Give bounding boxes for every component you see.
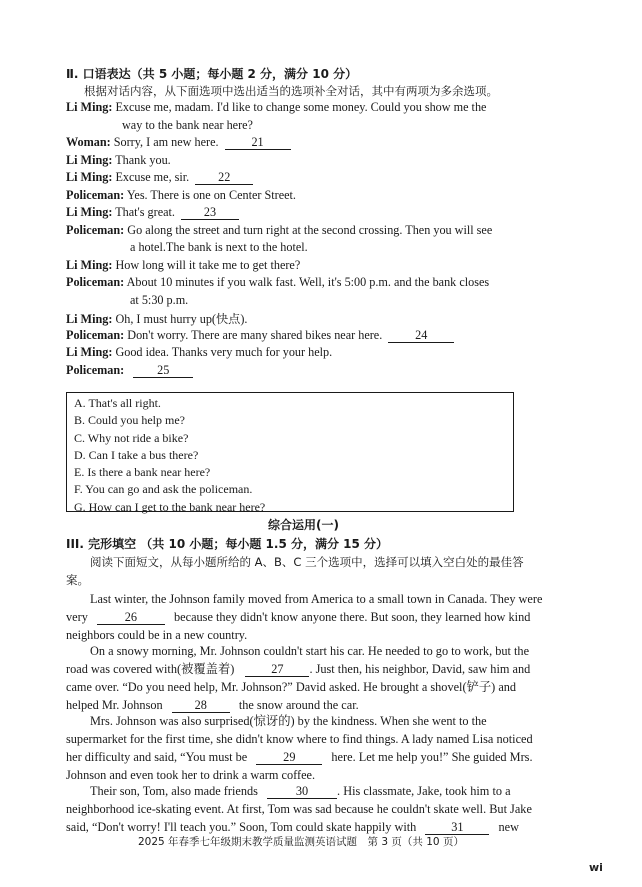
section-2-instruction: 根据对话内容，从下面选项中选出适当的选项补全对话，其中有两项为多余选项。: [84, 84, 498, 98]
speaker-label: Li Ming:: [66, 152, 113, 167]
dialogue-text: Don't worry. There are many shared bikes near here.: [127, 327, 383, 342]
blank-30: 30: [267, 785, 337, 799]
speaker-label: Policeman:: [66, 222, 125, 237]
dialogue-line: [66, 345, 332, 360]
dialogue-line: [66, 205, 239, 220]
passage-line: Last winter, the Johnson family moved from America to a small town in Canada. They were: [90, 592, 543, 606]
dialogue-text: Go along the street and turn right at the second crossing. Then you will see: [127, 222, 493, 237]
option-g: G. How can I get to the bank near here?: [74, 499, 266, 514]
passage-line: road was covered with(被覆盖着) 27 . Just then, his neighbor, David, saw him and: [66, 662, 531, 676]
passage-line: said, “Don't worry! I'll teach you.” Soon, Tom could skate happily with 31 new: [66, 820, 519, 834]
speaker-label: Policeman:: [66, 327, 125, 342]
speaker-label: Woman:: [66, 135, 111, 149]
speaker-label: Li Ming:: [66, 257, 113, 272]
margin-mark: wi: [589, 861, 603, 874]
passage-line: neighbors could be in a new country.: [66, 628, 248, 642]
passage-line: On a snowy morning, Mr. Johnson couldn't start his car. He needed to go to work, but the: [90, 644, 530, 658]
passage-line: Johnson and even took her to drink a warm coffee.: [66, 768, 316, 782]
dialogue-line: [66, 275, 489, 290]
passage-line: her difficulty and said, “You must be 29 here. Let me help you!” She guided Mrs.: [66, 750, 533, 764]
passage-paragraph-1: [66, 590, 541, 644]
passage-line: supermarket for the first time, she didn't know where to find things. A lady named Lisa noticed: [66, 732, 533, 746]
passage-line: helped Mr. Johnson 28 the snow around the car.: [66, 698, 359, 712]
blank-27: 27: [245, 663, 309, 677]
blank-29: 29: [256, 751, 322, 765]
dialogue-text: Good idea. Thanks very much for your help.: [115, 345, 333, 359]
blank-31: 31: [425, 821, 489, 835]
passage-paragraph-4: [66, 782, 541, 836]
option-a: A. That's all right.: [74, 396, 161, 410]
passage-paragraph-2: [66, 642, 541, 714]
options-box: [66, 392, 514, 512]
dialogue-line: [66, 135, 291, 150]
speaker-label: Policeman:: [66, 362, 125, 377]
dialogue-text: Excuse me, madam. I'd like to change some money. Could you show me the: [115, 100, 487, 114]
page-footer: 2025 年春季七年级期末教学质量监测英语试题 第 3 页（共 10 页）: [138, 836, 464, 848]
blank-28: 28: [172, 699, 230, 713]
dialogue-text: Excuse me, sir.: [115, 170, 190, 184]
dialogue-text: That's great.: [115, 205, 175, 219]
section-3-title: III. 完形填空 （共 10 小题；每小题 1.5 分，满分 15 分）: [66, 537, 389, 551]
blank-23: 23: [181, 206, 239, 220]
dialogue-line: [66, 328, 454, 343]
passage-line: Mrs. Johnson was also surprised(惊讶的) by the kindness. When she went to the: [90, 714, 487, 728]
option-d: D. Can I take a bus there?: [74, 447, 199, 462]
part-heading: 综合运用(一): [268, 518, 339, 532]
dialogue-continuation: way to the bank near here?: [122, 117, 253, 132]
speaker-label: Policeman:: [66, 187, 125, 202]
dialogue-text: Sorry, I am new here.: [113, 135, 219, 149]
speaker-label: Li Ming:: [66, 312, 113, 326]
speaker-label: Li Ming:: [66, 345, 113, 359]
dialogue-line: [66, 223, 492, 238]
speaker-label: Li Ming:: [66, 100, 113, 114]
dialogue-line: [66, 363, 193, 378]
dialogue-line: [66, 310, 247, 327]
passage-line: came over. “Do you need help, Mr. Johnson?” David asked. He brought a shovel(铲子) and: [66, 680, 517, 694]
dialogue-line: [66, 188, 296, 203]
passage-paragraph-3: [66, 712, 541, 784]
passage-line: very 26 because they didn't know anyone there. But soon, they learned how kind: [66, 610, 531, 624]
section-3-instruction: 阅读下面短文，从每小题所给的 A、B、C 三个选项中，选择可以填入空白处的最佳答: [90, 555, 524, 569]
passage-line: Their son, Tom, also made friends 30 . His classmate, Jake, took him to a: [90, 784, 511, 798]
speaker-label: Policeman:: [66, 275, 125, 289]
dialogue-continuation: at 5:30 p.m.: [130, 292, 189, 307]
dialogue-text: Yes. There is one on Center Street.: [126, 187, 296, 202]
option-b: B. Could you help me?: [74, 413, 185, 428]
blank-26: 26: [97, 611, 165, 625]
dialogue-line: [66, 258, 300, 273]
passage-line: neighborhood ice-skating event. At first, Tom was sad because he couldn't skate well. But Jake: [66, 802, 532, 816]
dialogue-line: [66, 100, 486, 115]
blank-22: 22: [195, 171, 253, 185]
option-f: F. You can go and ask the policeman.: [74, 482, 253, 497]
blank-25: 25: [133, 364, 193, 378]
speaker-label: Li Ming:: [66, 205, 113, 219]
blank-21: 21: [225, 136, 291, 150]
dialogue-text: About 10 minutes if you walk fast. Well, it's 5:00 p.m. and the bank closes: [126, 275, 490, 289]
dialogue-text: Oh, I must hurry up(快点).: [115, 312, 248, 326]
dialogue-text: Thank you.: [115, 152, 171, 167]
blank-24: 24: [388, 329, 454, 343]
section-3-instruction-end: 案。: [66, 573, 89, 587]
option-e: E. Is there a bank near here?: [74, 465, 211, 480]
speaker-label: Li Ming:: [66, 170, 113, 184]
dialogue-continuation: a hotel.The bank is next to the hotel.: [130, 240, 308, 254]
dialogue-text: How long will it take me to get there?: [115, 257, 301, 272]
dialogue-line: [66, 153, 171, 168]
section-2-title: Ⅱ. 口语表达（共 5 小题；每小题 2 分，满分 10 分）: [66, 67, 358, 81]
option-c: C. Why not ride a bike?: [74, 430, 189, 445]
dialogue-line: [66, 170, 253, 185]
